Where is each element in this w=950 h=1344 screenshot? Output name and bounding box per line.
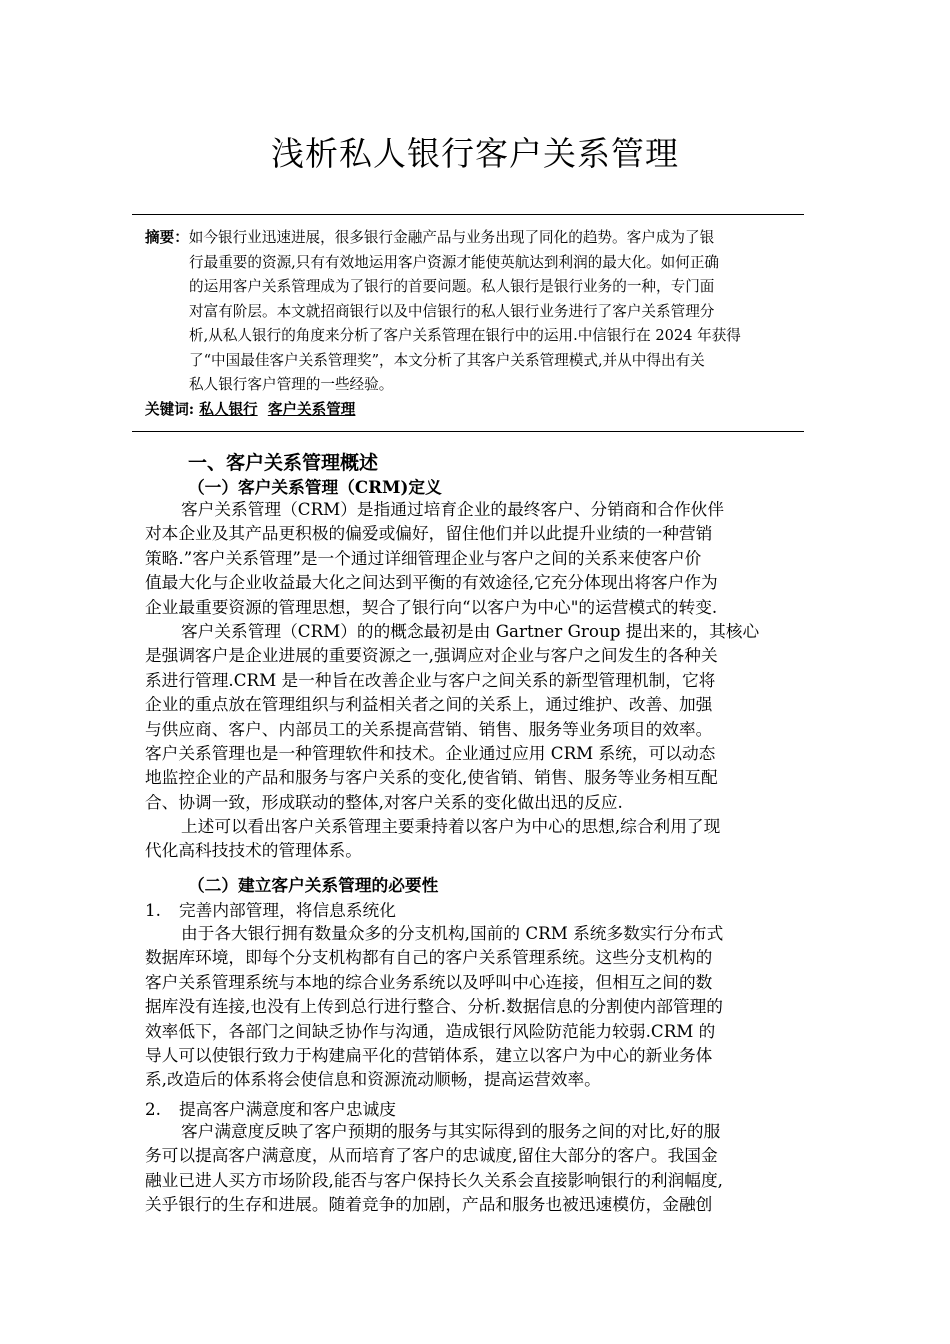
list-item [145,897,396,921]
abstract-line: 对富有阶层。本文就招商银行以及中信银行的私人银行业务进行了客户关系管理分 [189,302,715,320]
abstract [145,226,809,398]
list-number: 1. [145,900,161,920]
paragraph-line: 务可以提高客户满意度，从而培育了客户的忠诚度,留住大部分的客户。我国金 [145,1145,718,1166]
item-2-body [145,1119,813,1217]
list-item-title: 提高客户满意度和客户忠诚庋 [179,1099,396,1119]
paragraph-line: 值最大化与企业收益最大化之间达到平衡的有效途径,它充分体现出将客户作为 [145,572,718,593]
paragraph-line: 效率低下，各部门之间缺乏协作与沟通，造成银行风险防范能力较弱.CRM 的 [145,1020,716,1041]
paragraph-line: 系进行管理.CRM 是一种旨在改善企业与客户之间关系的新型管理机制，它将 [145,669,716,690]
paragraph-line: 据库没有连接,也没有上传到总行进行整合、分析.数据信息的分割使内部管理的 [145,996,723,1017]
paragraph-line: 对本企业及其产品更积极的偏爱或偏好，留住他们并以此提升业绩的一种营销 [145,523,713,544]
keywords [145,398,355,419]
paragraph-line: 系,改造后的体系将会使信息和资源流动顺畅，提高运营效率。 [145,1069,601,1090]
list-item-title: 完善内部管理，将信息系统化 [179,900,396,920]
bottom-divider [132,431,804,432]
abstract-line: 的运用客户关系管理成为了银行的首要问题。私人银行是银行业务的一种，专门面 [189,278,715,295]
keyword: 客户关系管理 [267,401,356,418]
paragraph-line: 由于各大银行拥有数量众多的分支机构,国前的 CRM 系统多数实行分布式 [181,923,724,943]
paragraph-line: 导人可以使银行致力于构建扁平化的营销体系，建立以客户为中心的新业务体 [145,1044,713,1065]
abstract-line: 私人银行客户管理的一些经验。 [189,376,394,393]
abstract-label: 摘要： [145,229,189,246]
keywords-label: 关键词: [145,401,195,418]
paragraph-line: 是强调客户是企业进展的重要资源之一,强调应对企业与客户之间发生的各种关 [145,645,718,666]
paragraph-line: 融业已进人买方市场阶段,能否与客户保持长久关系会直接影响银行的利润幅度, [145,1169,723,1190]
paragraph-line: 上述可以看出客户关系管理主要秉持着以客户为中心的思想,综合利用了现 [181,816,721,837]
keyword: 私人银行 [199,401,258,418]
paragraph-line: 关乎银行的生存和进展。随着竞争的加剧，产品和服务也被迅速模仿，金融创 [145,1194,713,1215]
paragraph-line: 合、协调一致，形成联动的整体,对客户关系的变化做出迅的反应. [145,791,623,812]
paragraph-line: 客户关系管理（CRM）是指通过培育企业的最终客户、分销商和合作伙伴 [181,499,725,519]
abstract-line: 析,从私人银行的角度来分析了客户关系管理在银行中的运用.中信银行在 2024 年获得 [189,327,741,344]
list-item [145,1096,396,1120]
top-divider [132,214,804,215]
list-number: 2. [145,1099,161,1119]
abstract-line: 了“中国最佳客户关系管理奖”，本文分析了其客户关系管理模式,并从中得出有关 [189,351,705,369]
paragraph-line: 代化高科技技术的管理体系。 [145,840,362,861]
paragraph-line: 客户关系管理系统与本地的综合业务系统以及呼叫中心连接，但相互之间的数 [145,971,713,992]
abstract-line: 如今银行业迅速进展，很多银行金融产品与业务出现了同化的趋势。客户成为了银 [188,229,715,246]
item-1-body [145,921,813,1092]
paragraph-line: 客户关系管理也是一种管理软件和技术。企业通过应用 CRM 系统，可以动态 [145,742,716,763]
paragraph-line: 与供应商、客户、内部员工的关系提高营销、销售、服务等业务项目的效率。 [145,718,713,739]
paragraph-line: 客户关系管理（CRM）的的概念最初是由 Gartner Group 提出来的，其核心 [181,620,760,641]
subsection-1-body [145,497,813,863]
paragraph-line: 客户满意度反映了客户预期的服务与其实际得到的服务之间的对比,好的服 [181,1121,721,1141]
paragraph-line: 企业的重点放在管理组织与利益相关者之间的关系上，通过维护、改善、加强 [145,694,713,715]
subsection-heading: （二）建立客户关系管理的必要性 [188,875,439,895]
document-title: 浅析私人银行客户关系管理 [271,134,679,173]
section-heading: 一、客户关系管理概述 [188,452,379,474]
paragraph-line: 策略.”客户关系管理”是一个通过详细管理企业与客户之间的关系来使客户价 [145,547,702,568]
subsection-heading: （一）客户关系管理（CRM)定义 [188,477,442,497]
paragraph-line: 企业最重要资源的管理思想，契合了银行向“以客户为中心"的运营模式的转变. [145,596,718,617]
paragraph-line: 地监控企业的产品和服务与客户关系的变化,使省销、销售、服务等业务相互配 [145,767,718,788]
paragraph-line: 数据库环境，即每个分支机构都有自己的客户关系管理系统。这些分支机构的 [145,947,713,968]
abstract-line: 行最重要的资源,只有有效地运用客户资源才能使英航达到利润的最大化。如何正确 [189,253,720,271]
